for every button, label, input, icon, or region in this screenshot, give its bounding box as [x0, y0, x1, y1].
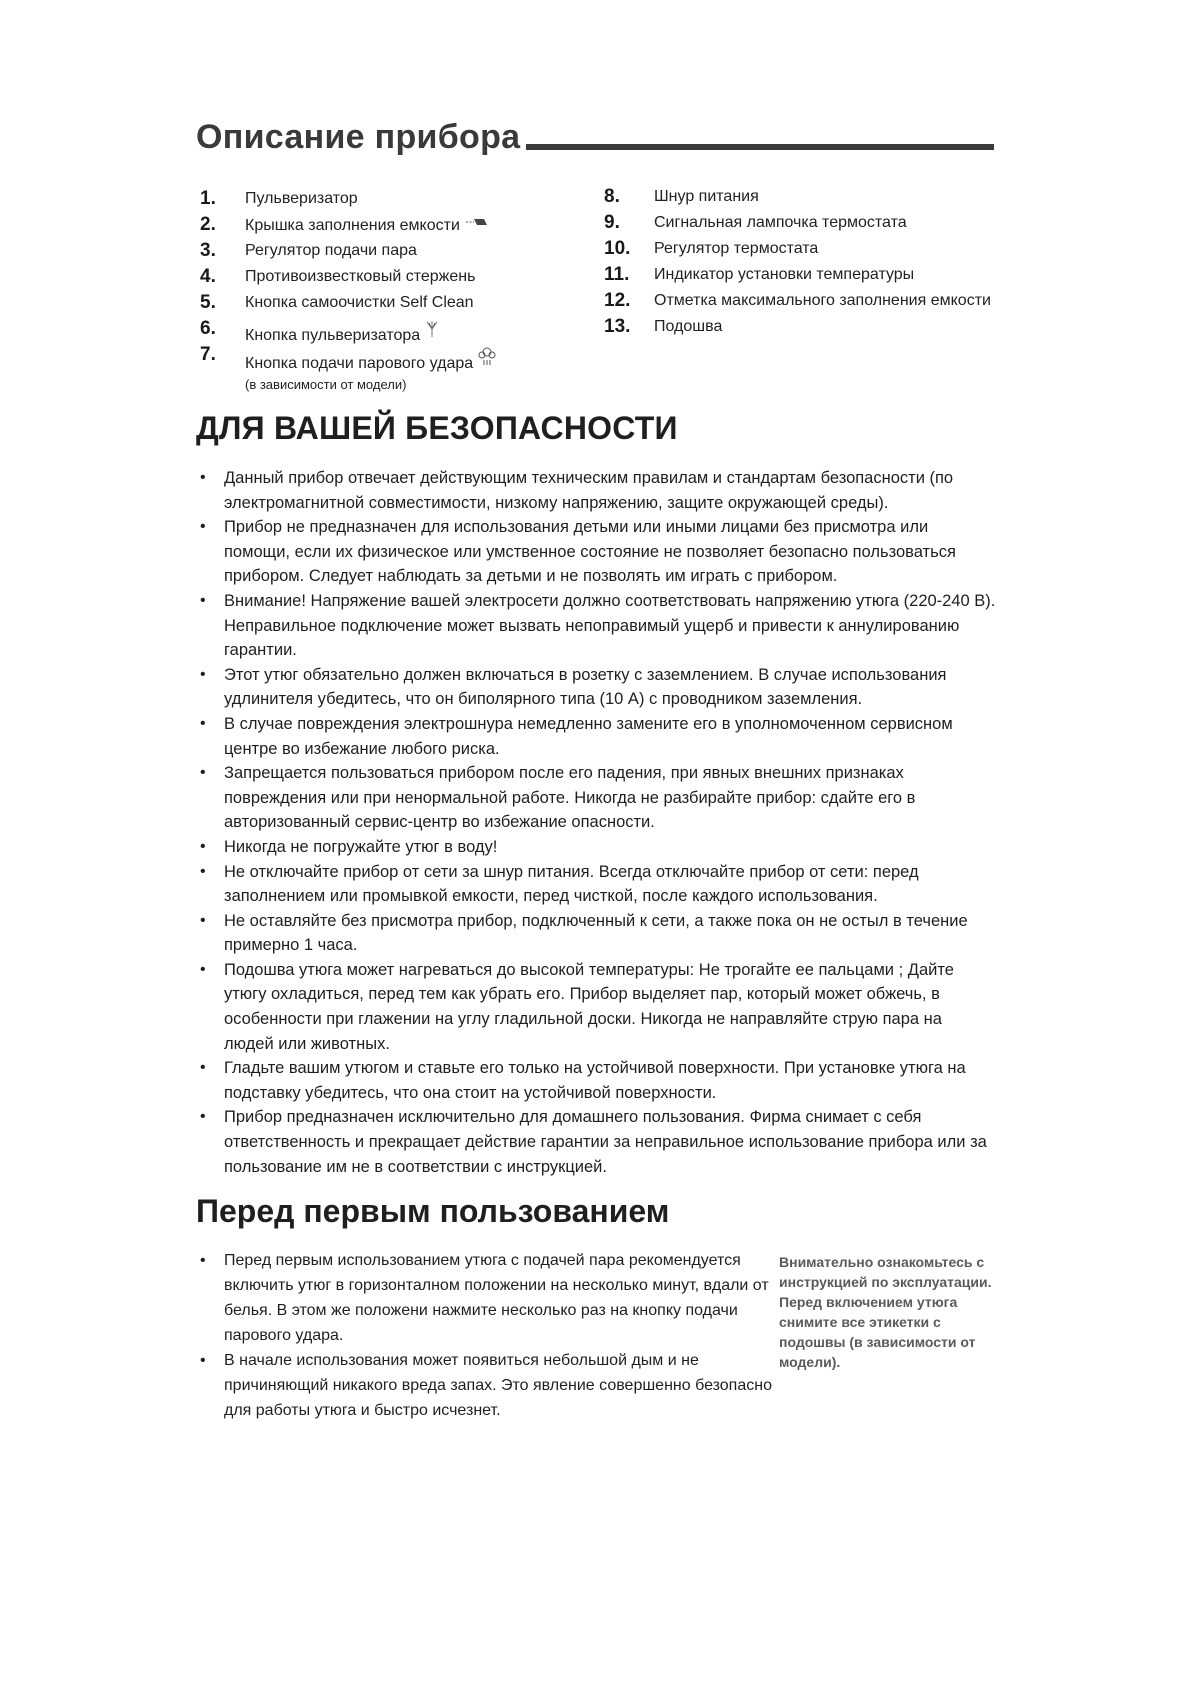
bullet: • — [200, 862, 206, 880]
safety-title: ДЛЯ ВАШЕЙ БЕЗОПАСНОСТИ — [196, 410, 678, 446]
list-item: • В случае повреждения электрошнура немедленно замените его в уполномоченном сервисном центре во избежание любого риска. — [196, 712, 996, 761]
part-number: 1. — [200, 188, 216, 209]
part-label: Кнопка самоочистки Self Clean — [245, 294, 474, 311]
bullet: • — [200, 1352, 206, 1369]
side-note-remove-labels: Перед включением утюга снимите все этикетки с подошвы (в зависимости от модели). — [779, 1294, 976, 1370]
first-use-title: Перед первым пользованием — [196, 1193, 670, 1229]
bullet: • — [200, 1059, 206, 1077]
list-item: • В начале использования может появиться небольшой дым и не причиняющий никакого вреда запах. Это явление совершенно безопасно для работы утюга и быстро исчезнет. — [196, 1348, 776, 1423]
part-label: Индикатор установки температуры — [654, 266, 915, 283]
part-number: 4. — [200, 266, 216, 287]
side-note — [779, 1252, 1009, 1372]
safety-list — [196, 466, 996, 1179]
bullet: • — [200, 518, 206, 536]
part-number: 7. — [200, 344, 216, 365]
list-item: • Прибор предназначен исключительно для домашнего пользования. Фирма снимает с себя ответственность и прекращает действие гарантии за неправильное использование прибора или за пользование им не в соответствии с инструкцией. — [196, 1105, 996, 1179]
part-number: 6. — [200, 318, 216, 339]
part-label: Сигнальная лампочка термостата — [654, 214, 907, 231]
part-label: Регулятор подачи пара — [245, 242, 417, 259]
list-item: • Внимание! Напряжение вашей электросети должно соответствовать напряжению утюга (220-240 В). Неправильное подключение может вызвать непоправимый ущерб и привести к аннулированию гарантии. — [196, 589, 996, 663]
part-label: Шнур питания — [654, 188, 759, 205]
first-use-list — [196, 1248, 776, 1423]
bullet: • — [200, 837, 206, 855]
part-number: 11. — [604, 264, 630, 285]
filler-icon — [464, 216, 488, 231]
part-label: Пульверизатор — [245, 190, 358, 207]
list-item: • Никогда не погружайте утюг в воду! — [196, 835, 996, 860]
part-label: Отметка максимального заполнения емкости — [654, 292, 991, 309]
list-item: • Не оставляйте без присмотра прибор, подключенный к сети, а также пока он не остыл в течение примерно 1 часа. — [196, 909, 996, 958]
part-label: Регулятор термостата — [654, 240, 819, 257]
bullet: • — [200, 960, 206, 978]
part-number: 2. — [200, 214, 216, 235]
part-number: 8. — [604, 186, 620, 207]
part-number: 5. — [200, 292, 216, 313]
bullet: • — [200, 1108, 206, 1126]
bullet: • — [200, 714, 206, 732]
list-item: • Этот утюг обязательно должен включаться в розетку с заземлением. В случае использования удлинителя убедитесь, что он биполярного типа (10 А) с проводником заземления. — [196, 663, 996, 712]
list-item: • Перед первым использованием утюга с подачей пара рекомендуется включить утюг в горизонталном положении на несколько минут, вдали от белья. В этом же положени нажмите несколько раз на кнопку подачи парового удара. — [196, 1248, 776, 1348]
part-label: Противоизвестковый стержень — [245, 268, 476, 285]
bullet: • — [200, 764, 206, 782]
description-header — [196, 118, 996, 168]
part-number: 3. — [200, 240, 216, 261]
list-item: • Прибор не предназначен для использования детьми или иными лицами без присмотра или помощи, если их физическое или умственное состояние не позволяет безопасно пользоваться прибором. Следует наблюдать за детьми и не позволять им играть с прибором. — [196, 515, 996, 589]
part-number: 9. — [604, 212, 620, 233]
bullet: • — [200, 665, 206, 683]
part-number: 10. — [604, 238, 631, 259]
list-item: • Подошва утюга может нагреваться до высокой температуры: Не трогайте ее пальцами ; Дайте утюгу охладиться, перед тем как убрать его. Прибор выделяет пар, который может обжечь, в особенности при глажении на углу гладильной доски. Никогда не направляйте струю пара на людей или животных. — [196, 958, 996, 1056]
list-item: • Запрещается пользоваться прибором после его падения, при явных внешних признаках повреждения или при ненормальной работе. Никогда не разбирайте прибор: сдайте его в авторизованный сервис-центр во избежание опасности. — [196, 761, 996, 835]
bullet: • — [200, 469, 206, 486]
part-number: 13. — [604, 316, 631, 337]
bullet: • — [200, 911, 206, 929]
title-rule — [526, 144, 994, 150]
steam-burst-icon — [477, 346, 497, 369]
part-label: Крышка заполнения емкости — [245, 216, 488, 235]
list-item: • Не отключайте прибор от сети за шнур питания. Всегда отключайте прибор от сети: перед заполнением или промывкой емкости, перед чисткой, после каждого использования. — [196, 860, 996, 909]
description-title: Описание прибора — [196, 118, 521, 156]
list-item: • Данный прибор отвечает действующим техническим правилам и стандартам безопасности (по электромагнитной совместимости, низкому напряжению, защите окружающей среды). — [196, 466, 996, 515]
part-label: Кнопка пульверизатора — [245, 320, 440, 345]
bullet: • — [200, 1252, 206, 1269]
bullet: • — [200, 591, 206, 609]
part-label: Подошва — [654, 318, 723, 335]
spray-icon — [424, 320, 440, 341]
side-note-read-manual: Внимательно ознакомьтесь с инструкцией по эксплуатации. — [779, 1254, 992, 1290]
part-number: 12. — [604, 290, 631, 311]
model-note: (в зависимости от модели) — [245, 377, 407, 392]
list-item: • Гладьте вашим утюгом и ставьте его только на устойчивой поверхности. При установке утюга на подставку убедитесь, что она стоит на устойчивой поверхности. — [196, 1056, 996, 1105]
part-label: Кнопка подачи парового удара — [245, 346, 497, 373]
